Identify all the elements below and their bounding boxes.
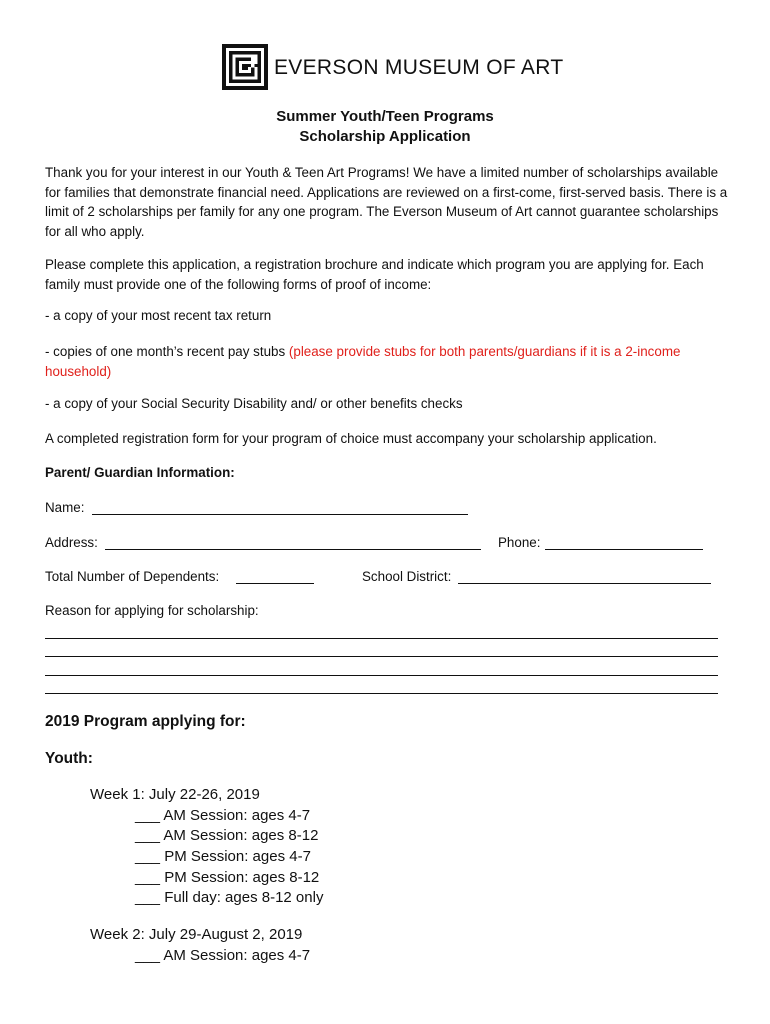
dependents-label: Total Number of Dependents: [45, 569, 220, 584]
page-title: Summer Youth/Teen Programs [276, 108, 494, 125]
week-2-am-4-7[interactable]: ___ AM Session: ages 4-7 [135, 947, 311, 964]
youth-label: Youth: [45, 750, 93, 767]
week-1-pm-4-7[interactable]: ___ PM Session: ages 4-7 [135, 848, 311, 865]
program-title: 2019 Program applying for: [45, 713, 246, 730]
reason-line-3[interactable] [45, 675, 718, 676]
page-subtitle: Scholarship Application [299, 128, 471, 145]
intro-paragraph: Thank you for your interest in our Youth & Teen Art Programs! We have a limited number of scholarships available for families that demonstrate financial need. Applications are reviewed on a first-come, first-served basis. There is a limit of 2 scholarships per family for any one program. The Everson Museum of Art cannot guarantee scholarships for all who apply. [45, 165, 728, 239]
week-1-am-8-12[interactable]: ___ AM Session: ages 8-12 [135, 827, 319, 844]
phone-field[interactable] [545, 549, 703, 550]
proof-item-ssd: - a copy of your Social Security Disability and/ or other benefits checks [45, 396, 463, 411]
school-district-label: School District: [362, 569, 452, 584]
reason-line-4[interactable] [45, 693, 718, 694]
week-1-label: Week 1: July 22-26, 2019 [90, 786, 260, 803]
museum-name: EVERSON MUSEUM OF ART [274, 56, 564, 79]
proof-item-tax-return: - a copy of your most recent tax return [45, 308, 272, 323]
registration-note: A completed registration form for your program of choice must accompany your scholarship application. [45, 431, 657, 446]
week-1-am-4-7[interactable]: ___ AM Session: ages 4-7 [135, 807, 311, 824]
week-1-full-day[interactable]: ___ Full day: ages 8-12 only [135, 889, 324, 906]
address-field[interactable] [105, 549, 481, 550]
section-title-guardian: Parent/ Guardian Information: [45, 465, 235, 480]
school-district-field[interactable] [458, 583, 711, 584]
proof-pay-stubs-text: - copies of one month’s recent pay stubs [45, 344, 289, 359]
museum-logo [222, 44, 564, 94]
dependents-field[interactable] [236, 583, 314, 584]
week-2-label: Week 2: July 29-August 2, 2019 [90, 926, 303, 943]
proof-pay-stubs-note: (please provide stubs for both parents/guardians if it is a 2-income household) [45, 344, 681, 379]
reason-line-1[interactable] [45, 638, 718, 639]
proof-item-pay-stubs [45, 342, 735, 381]
address-label: Address: [45, 535, 98, 550]
name-field[interactable] [92, 514, 468, 515]
reason-line-2[interactable] [45, 656, 718, 657]
week-1-pm-8-12[interactable]: ___ PM Session: ages 8-12 [135, 869, 320, 886]
everson-logo-icon [222, 44, 268, 90]
phone-label: Phone: [498, 535, 541, 550]
instructions-paragraph: Please complete this application, a registration brochure and indicate which program you are applying for. Each family must provide one of the following forms of proof of income: [45, 257, 704, 292]
reason-label: Reason for applying for scholarship: [45, 603, 259, 618]
name-label: Name: [45, 500, 85, 515]
